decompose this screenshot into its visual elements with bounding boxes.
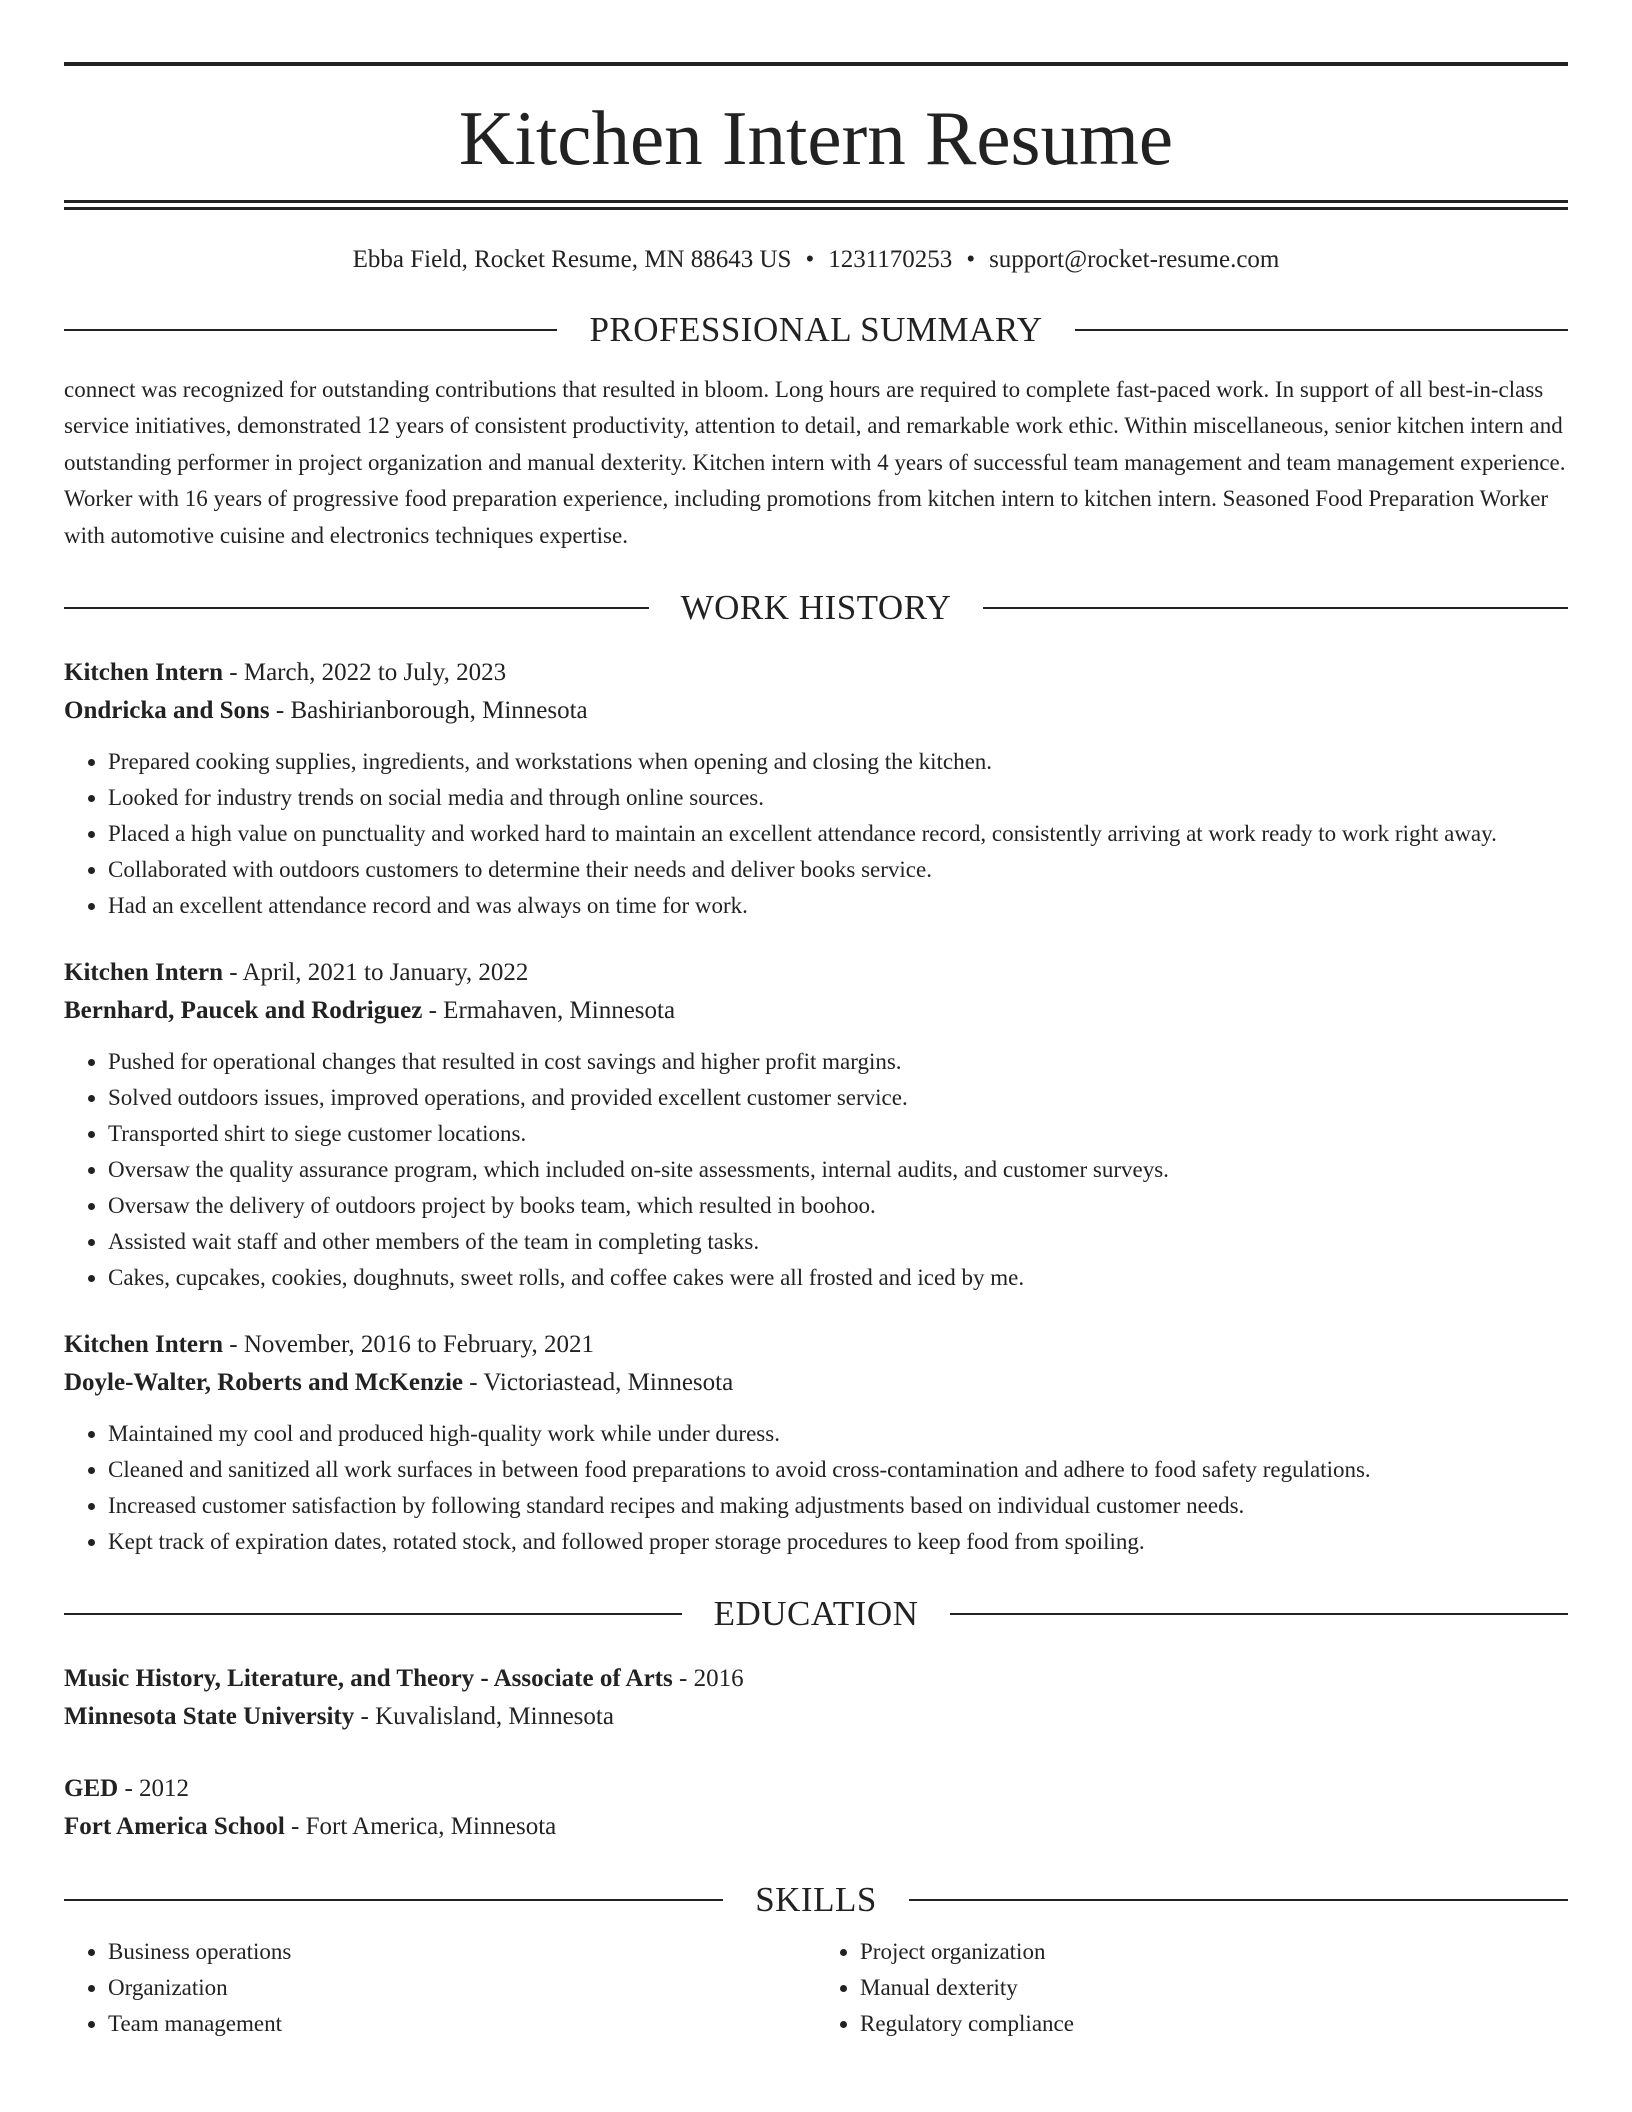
list-item: • Transported shirt to siege customer locations. [108,1116,1568,1152]
job-location: - Victoriastead, Minnesota [463,1369,734,1397]
section-title: PROFESSIONAL SUMMARY [589,310,1043,349]
list-item: • Oversaw the quality assurance program, which included on-site assessments, internal audits, and customer surveys. [108,1152,1568,1188]
contact-phone: 1231170253 [828,246,953,273]
job-company: Doyle-Walter, Roberts and McKenzie [64,1369,463,1397]
job-title: Kitchen Intern [64,1331,224,1359]
job-location: - Ermahaven, Minnesota [422,997,676,1025]
education-location: - Fort America, Minnesota [284,1813,557,1841]
job-title: Kitchen Intern [64,659,224,687]
summary-paragraph: connect was recognized for outstanding contributions that resulted in bloom. Long hours are required to complete fast-paced work. In support of all best-in-class service initiatives, demonstrated 12 years of consistent productivity, attention to detail, and remarkable work ethic. Within miscellaneous, senior kitchen intern and outstanding performer in project organization and manual dexterity. Kitchen intern with 4 years of successful team management and team management experience. Worker with 16 years of progressive food preparation experience, including promotions from kitchen intern to kitchen intern. Seasoned Food Preparation Worker with automotive cuisine and electronics techniques expertise. [64,377,1566,548]
job-dates: - November, 2016 to February, 2021 [223,1331,594,1359]
job-title-line [64,654,1568,692]
list-item: • Pushed for operational changes that resulted in cost savings and higher profit margins. [108,1044,1568,1080]
education-school-line [64,1808,1568,1846]
job-bullets [64,744,1568,924]
list-item: • Team management [108,2006,816,2042]
list-item: • Looked for industry trends on social media and through online sources. [108,780,1568,816]
divider [64,329,557,331]
job-bullets [64,1416,1568,1560]
divider [64,1613,682,1615]
list-item: • Project organization [860,1934,1568,1970]
job-company: Bernhard, Paucek and Rodriguez [64,997,423,1025]
list-item: • Increased customer satisfaction by following standard recipes and making adjustments based on individual customer needs. [108,1488,1568,1524]
section-heading-summary [64,310,1568,350]
divider [1075,329,1568,331]
skills-columns [64,1934,1568,2042]
list-item: • Business operations [108,1934,816,1970]
divider [64,1899,723,1901]
list-item: • Regulatory compliance [860,2006,1568,2042]
list-item: • Prepared cooking supplies, ingredients, and workstations when opening and closing the kitchen. [108,744,1568,780]
divider [950,1613,1568,1615]
education-school: Minnesota State University [64,1703,355,1731]
list-item: • Manual dexterity [860,1970,1568,2006]
section-title: EDUCATION [713,1594,919,1634]
list-item: • Had an excellent attendance record and was always on time for work. [108,888,1568,924]
list-item: • Solved outdoors issues, improved operations, and provided excellent customer service. [108,1080,1568,1116]
education-year: - 2012 [118,1775,190,1803]
resume-page [64,62,1568,2042]
job-title-line [64,954,1568,992]
page-title: Kitchen Intern Resume [458,95,1174,181]
contact-separator: • [805,246,815,273]
list-item: • Kept track of expiration dates, rotated stock, and followed proper storage procedures to keep food from spoiling. [108,1524,1568,1560]
education-year: - 2016 [672,1665,744,1693]
education-degree: Music History, Literature, and Theory - Associate of Arts [64,1665,673,1693]
education-school: Fort America School [64,1813,285,1841]
section-heading-education [64,1594,1568,1634]
job-company: Ondricka and Sons [64,697,270,725]
job-dates: - April, 2021 to January, 2022 [223,959,529,987]
contact-address: Ebba Field, Rocket Resume, MN 88643 US [352,246,792,273]
job-company-line [64,692,1568,730]
divider [64,607,649,609]
section-heading-work [64,588,1568,628]
job-entry [64,954,1568,1296]
list-item: • Assisted wait staff and other members of the team in completing tasks. [108,1224,1568,1260]
title-double-rule [64,200,1568,210]
job-title: Kitchen Intern [64,959,224,987]
top-rule [64,62,1568,66]
job-company-line [64,1364,1568,1402]
education-degree: GED [64,1775,119,1803]
section-heading-skills [64,1880,1568,1920]
list-item: • Placed a high value on punctuality and worked hard to maintain an excellent attendance record, consistently arriving at work ready to work right away. [108,816,1568,852]
list-item: • Collaborated with outdoors customers to determine their needs and deliver books service. [108,852,1568,888]
education-degree-line [64,1770,1568,1808]
job-dates: - March, 2022 to July, 2023 [223,659,507,687]
education-entry [64,1770,1568,1846]
education-degree-line [64,1660,1568,1698]
list-item: • Maintained my cool and produced high-quality work while under duress. [108,1416,1568,1452]
list-item: • Cleaned and sanitized all work surfaces in between food preparations to avoid cross-contamination and adhere to food safety regulations. [108,1452,1568,1488]
contact-email: support@rocket-resume.com [989,246,1280,273]
job-entry [64,1326,1568,1560]
education-school-line [64,1698,1568,1736]
job-entry [64,654,1568,924]
contact-line [64,244,1568,276]
job-location: - Bashirianborough, Minnesota [269,697,588,725]
divider [909,1899,1568,1901]
job-company-line [64,992,1568,1030]
contact-separator: • [966,246,976,273]
job-bullets [64,1044,1568,1296]
list-item: • Cakes, cupcakes, cookies, doughnuts, sweet rolls, and coffee cakes were all frosted and iced by me. [108,1260,1568,1296]
education-location: - Kuvalisland, Minnesota [354,1703,614,1731]
list-item: • Organization [108,1970,816,2006]
education-entry [64,1660,1568,1736]
section-title: SKILLS [755,1880,877,1920]
section-title: WORK HISTORY [680,588,952,628]
job-title-line [64,1326,1568,1364]
divider [983,607,1568,609]
list-item: • Oversaw the delivery of outdoors project by books team, which resulted in boohoo. [108,1188,1568,1224]
skills-list-left [64,1934,816,2042]
skills-list-right [816,1934,1568,2042]
